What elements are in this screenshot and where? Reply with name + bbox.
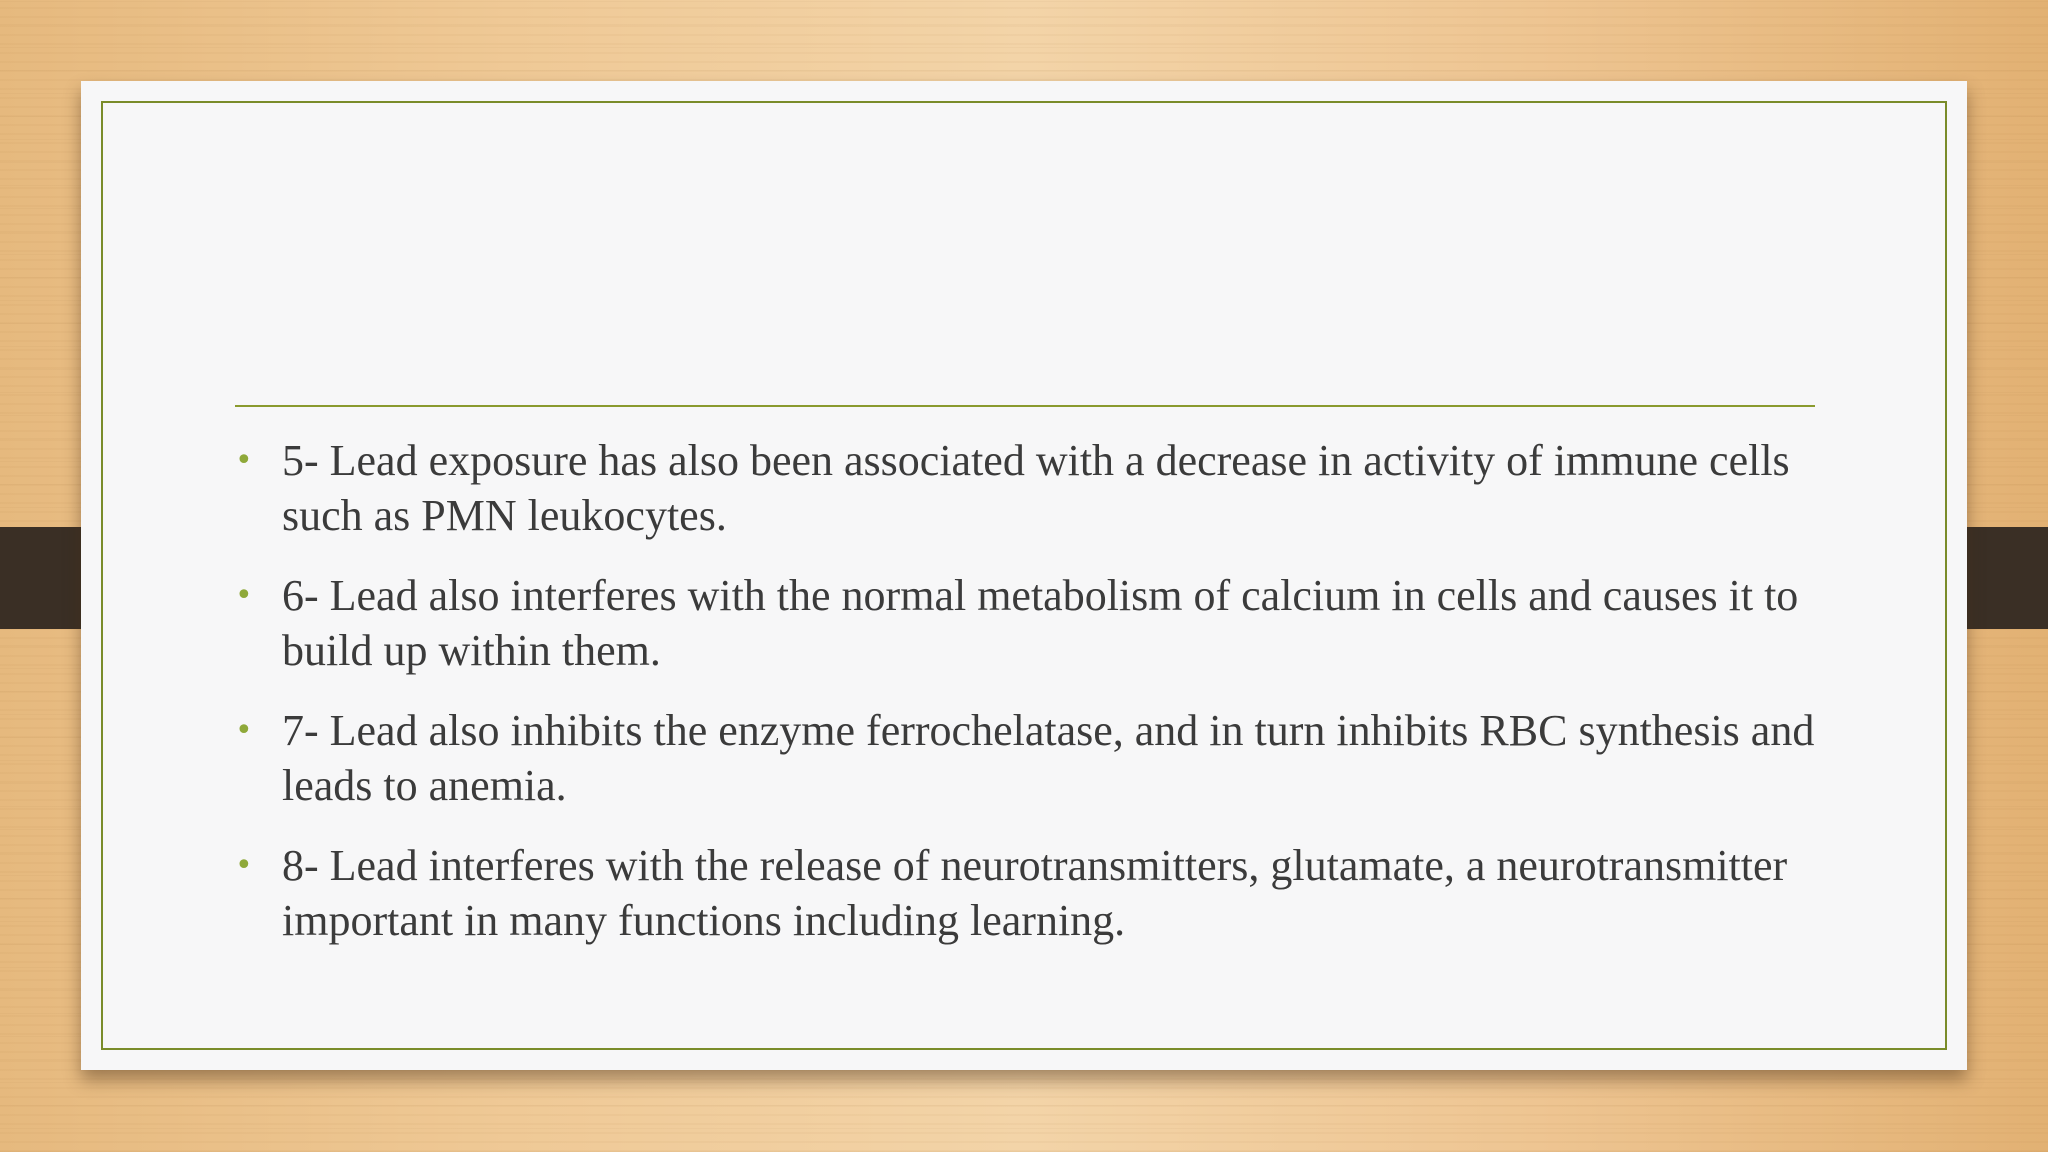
bullet-text: 5- Lead exposure has also been associated with a decrease in activity of immune cells such as PMN leukocytes. <box>282 436 1790 540</box>
title-placeholder <box>316 201 1896 471</box>
bullet-icon: • <box>235 848 253 883</box>
bullet-item <box>235 568 1835 678</box>
bullet-icon: • <box>235 443 253 478</box>
title-divider <box>235 405 1815 407</box>
bullet-text: 7- Lead also inhibits the enzyme ferrochelatase, and in turn inhibits RBC synthesis and leads to anemia. <box>282 706 1815 810</box>
bullet-item <box>235 703 1835 813</box>
bullet-item <box>235 433 1835 543</box>
slide-card <box>81 81 1967 1070</box>
bullet-item <box>235 838 1835 948</box>
bullet-icon: • <box>235 713 253 748</box>
bullet-list <box>235 433 1835 973</box>
bullet-text: 6- Lead also interferes with the normal metabolism of calcium in cells and causes it to build up within them. <box>282 571 1799 675</box>
bullet-icon: • <box>235 578 253 613</box>
bullet-text: 8- Lead interferes with the release of neurotransmitters, glutamate, a neurotransmitter important in many functions including learning. <box>282 841 1788 945</box>
